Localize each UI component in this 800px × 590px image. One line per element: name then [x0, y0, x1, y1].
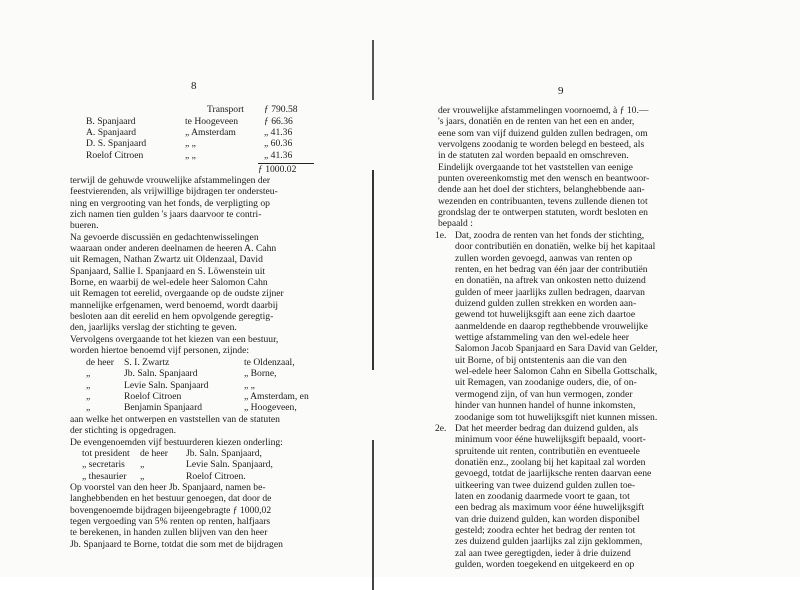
board-prefix: „ [86, 379, 91, 391]
text-line: wezenden en contribuanten, tevens zullende dienen tot [438, 195, 648, 207]
donor-amount: „ 41.36 [264, 149, 293, 161]
officer-role: „ secretaris [82, 459, 125, 471]
text-line: donatiën enz., zoolang bij het kapitaal zal worden [455, 456, 646, 468]
text-line: uit Remagen, Nathan Zwartz uit Oldenzaal, David [70, 254, 263, 266]
text-line: eene som van vijf duizend gulden zullen bedragen, om [438, 127, 648, 139]
board-place: „ „ [244, 379, 255, 391]
text-line: den, jaarlijks verslag der stichting te geven. [70, 322, 237, 334]
text-line: uitkeering van twee duizend gulden zullen toe- [455, 479, 636, 491]
text-line: terwijl de gehuwde vrouwelijke afstammelingen der [70, 175, 271, 186]
text-line: in de statuten zal worden bepaald en omschreven. [438, 150, 629, 162]
text-line: gevoegd, totdat de jaarlijksche renten daarvan eene [455, 468, 652, 480]
text-line: zullen worden gevoegd, aanwas van renten op [455, 252, 633, 264]
board-name: Roelof Citroen [124, 391, 182, 403]
left-paragraph-c [70, 482, 283, 550]
text-line: Op voorstel van den heer Jb. Spanjaard, namen be- [70, 482, 266, 493]
text-line: aan welke het ontwerpen en vaststellen van de statuten [70, 414, 280, 425]
officer-role: „ thesaurier [82, 470, 127, 482]
left-page-number: 8 [191, 80, 197, 92]
text-line: laten en zoodanig daarmede voort te gaan, tot [455, 490, 630, 502]
text-line: te berekenen, in handen zullen blijven van den heer [70, 527, 268, 539]
text-line: uit Borne, of bij ontstentenis aan die van den [455, 354, 627, 366]
text-line: bovengenoemde bijdragen bijeengebragte ƒ 1000,02 [70, 504, 272, 516]
text-line: uit Remagen, van zoodanige ouders, die, of on- [455, 377, 637, 389]
article-item [435, 230, 775, 423]
text-line: aanmeldende en daarop regthebbende vrouwelijke [455, 320, 648, 332]
transport-label: Transport [207, 104, 244, 115]
donor-place: „ Amsterdam [185, 126, 236, 138]
article-label: 1e. [435, 230, 447, 241]
text-line: wettige afstammeling van den wel-edele heer [455, 332, 629, 344]
text-line: gesteld; zoodra echter het bedrag der renten tot [455, 524, 636, 536]
officer-row [82, 448, 322, 459]
board-place: „ Borne, [244, 368, 277, 380]
text-line: door contributiën en donatiën, welke bij het kapitaal [455, 241, 656, 253]
donor-row [86, 150, 316, 161]
article-item [435, 423, 775, 570]
board-row [86, 380, 326, 391]
text-line: Dat, zoodra de renten van het fonds der stichting, [455, 230, 645, 241]
text-line: spruitende uit renten, contributiën en eventueele [455, 445, 640, 457]
text-line: 's jaars, donatiën en de renten van het een en ander, [438, 116, 635, 128]
article-body [455, 230, 775, 423]
text-line: der vrouwelijke afstammelingen voornoemd, à ƒ 10.— [438, 105, 649, 116]
donor-row [86, 138, 316, 149]
board-prefix: de heer [86, 357, 114, 368]
text-line: Salomon Jacob Spanjaard en Sara David van Gelder, [455, 343, 658, 355]
officer-prefix: „ [140, 459, 145, 471]
board-prefix: „ [86, 368, 91, 380]
officer-list [82, 448, 322, 482]
board-name: S. I. Zwartz [124, 357, 170, 368]
right-intro-paragraph [438, 105, 649, 230]
gutter-mark-top [372, 40, 374, 100]
text-line: der stichting is opgedragen. [70, 425, 177, 437]
article-label: 2e. [435, 422, 447, 434]
text-line: waaraan onder anderen deelnamen de heeren A. Cahn [70, 243, 277, 255]
board-row [86, 357, 326, 368]
officer-name: Levie Saln. Spanjaard, [186, 459, 273, 471]
text-line: mannelijke erfgenamen, werd benoemd, wordt daarbij [70, 299, 279, 311]
text-line: en donatiën, na aftrek van onkosten netto duizend [455, 275, 646, 287]
donor-list [86, 116, 316, 161]
transport-amount: ƒ 790.58 [264, 104, 298, 115]
officer-name: Jb. Saln. Spanjaard, [186, 448, 262, 459]
donor-name: B. Spanjaard [86, 115, 136, 127]
left-paragraph-b [70, 414, 283, 448]
donor-place: „ „ [185, 138, 196, 150]
text-line: Jb. Spanjaard te Borne, totdat die som met de bijdragen [70, 538, 283, 550]
text-line: zal aan twee geregtigden, ieder à drie duizend [455, 547, 631, 559]
board-name: Jb. Saln. Spanjaard [124, 368, 198, 380]
text-line: Eindelijk overgaande tot het vaststellen van eenige [438, 161, 633, 173]
text-line: bueren. [70, 220, 99, 232]
text-line: gulden of meer jaarlijks zullen bedragen, daarvan [455, 286, 645, 298]
text-line: ning en vergrooting van het fonds, de verpligting op [70, 197, 270, 209]
donor-place: te Hoogeveen [185, 115, 239, 127]
text-line: wel-edele heer Salomon Cahn en Sibella Gottschalk, [455, 366, 658, 378]
text-line: vermogend zijn, of van hun vermogen, zonder [455, 388, 633, 400]
text-line: Borne, en waarbij de wel-edele heer Salomon Cahn [70, 277, 268, 289]
text-line: van drie duizend gulden, kan worden disponibel [455, 513, 640, 525]
donor-amount: ƒ 66.36 [264, 115, 293, 127]
book-gutter [368, 40, 380, 560]
donor-name: D. S. Spanjaard [86, 138, 147, 150]
article-list [435, 230, 775, 570]
officer-prefix: „ [140, 470, 145, 482]
board-prefix: „ [86, 391, 91, 403]
officer-name: Roelof Citroen. [186, 470, 246, 482]
board-place: „ Amsterdam, en [244, 391, 309, 403]
board-row [86, 402, 326, 413]
board-name: Levie Saln. Spanjaard [124, 379, 209, 391]
text-line: Vervolgens overgaande tot het kiezen van een bestuur, [70, 333, 279, 345]
board-prefix: „ [86, 402, 91, 414]
text-line: een bedrag als maximum voor ééne huwelijksgift [455, 502, 645, 514]
left-paragraph-a [70, 175, 284, 357]
donor-amount: „ 60.36 [264, 138, 293, 150]
text-line: tegen vergoeding van 5% renten op renten, halfjaars [70, 516, 271, 528]
text-line: De evengenoemden vijf bestuurderen kiezen onderling: [70, 436, 283, 448]
donor-place: „ „ [185, 149, 196, 161]
board-place: te Oldenzaal, [244, 357, 295, 368]
officer-role: tot president [82, 448, 130, 459]
text-line: langhebbenden en het bestuur genoegen, dat door de [70, 493, 272, 505]
board-list [86, 357, 326, 414]
text-line: zes duizend gulden jaarlijks zal zijn geklommen, [455, 536, 643, 548]
text-line: Na gevoerde discussiën en gedachtenwisselingen [70, 231, 259, 243]
donor-row [86, 116, 316, 127]
officer-row [82, 471, 322, 482]
text-line: gulden, worden toegekend en uitgekeerd en op [455, 558, 635, 570]
total-amount: ƒ 1000.02 [258, 164, 297, 175]
gutter-mark-bottom [372, 440, 374, 590]
right-page-number: 9 [558, 85, 564, 97]
text-line: zich namen tien gulden 's jaars daarvoor te contri- [70, 209, 262, 221]
text-line: feestvierenden, als vrijwillige bijdragen ter ondersteu- [70, 186, 278, 198]
donor-amount: „ 41.36 [264, 126, 293, 138]
donor-row [86, 127, 316, 138]
board-name: Benjamin Spanjaard [124, 402, 203, 414]
text-line: minimum voor ééne huwelijksgift bepaald, voort- [455, 434, 646, 446]
text-line: bepaald : [438, 218, 473, 230]
donor-name: Roelof Citroen [86, 149, 144, 161]
text-line: Spanjaard, Sallie I. Spanjaard en S. Löwenstein uit [70, 265, 266, 277]
text-line: worden hiertoe benoemd vijf personen, zijnde: [70, 345, 250, 357]
officer-row [82, 459, 322, 470]
gutter-mark-middle [372, 170, 374, 370]
donor-name: A. Spanjaard [86, 126, 137, 138]
text-line: besloten aan dit eerelid en hem opvolgende geregtig- [70, 311, 274, 323]
text-line: renten, en het bedrag van één jaar der contributiën [455, 264, 648, 276]
text-line: uit Remagen tot eerelid, overgaande op de oudste zijner [70, 288, 284, 300]
board-row [86, 391, 326, 402]
board-place: „ Hoogeveen, [244, 402, 297, 414]
board-row [86, 368, 326, 379]
text-line: grondslag der te ontwerpen statuten, wordt besloten en [438, 207, 648, 219]
officer-prefix: de heer [140, 448, 168, 459]
text-line: gewend tot huwelijksgift aan eene zich daartoe [455, 309, 636, 321]
text-line: hinder van hunnen handel of hunne inkomsten, [455, 400, 636, 412]
text-line: Dat het meerder bedrag dan duizend gulden, als [455, 422, 639, 434]
text-line: duizend gulden zullen strekken en worden aan- [455, 298, 637, 310]
text-line: vervolgens zoodanig te worden belegd en besteed, als [438, 139, 645, 151]
text-line: punten overeenkomstig met den wensch en beantwoor- [438, 173, 650, 185]
text-line: zoodanige som tot huwelijksgift niet kunnen missen. [455, 411, 658, 423]
article-body [455, 423, 775, 570]
text-line: dende aan het doel der stichters, belanghebbende aan- [438, 184, 645, 196]
